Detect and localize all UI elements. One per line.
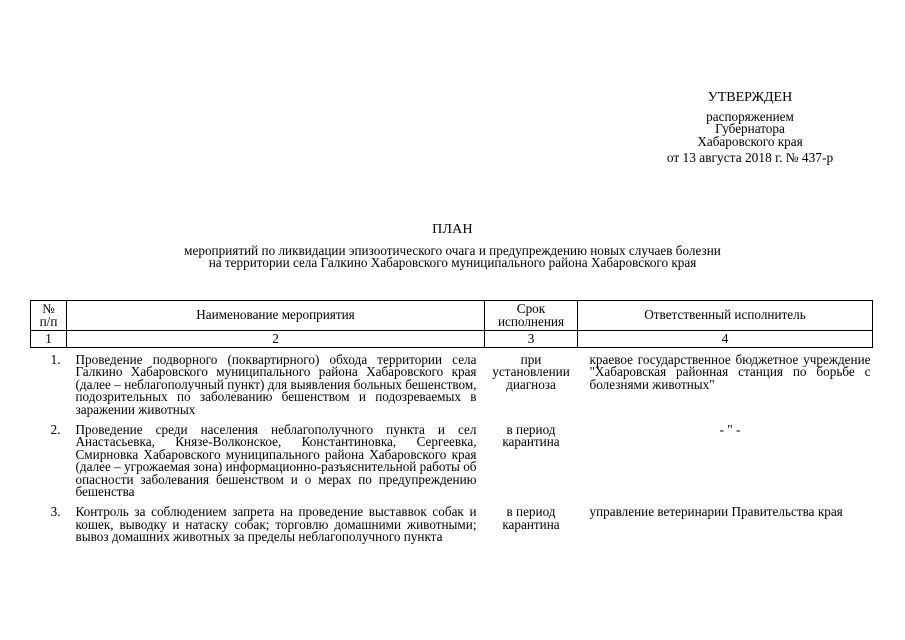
approval-title: УТВЕРЖДЕН (707, 90, 793, 105)
plan-table (30, 300, 873, 546)
table-header-row (31, 301, 873, 331)
table-row (31, 418, 873, 500)
row-responsible: управление ветеринарии Правительства края (589, 504, 843, 520)
row-term: в период карантина (502, 504, 560, 532)
approval-line: Губернатора (715, 121, 785, 137)
column-number: 3 (485, 331, 578, 348)
plan-subtitle-line: мероприятий по ликвидации эпизоотического очага и предупреждению новых случаев болезни (184, 243, 721, 258)
approval-block (640, 90, 860, 165)
table-row (31, 348, 873, 419)
plan-title: ПЛАН (432, 222, 473, 237)
row-number: 1. (50, 352, 61, 367)
approval-line: распоряжением (706, 109, 794, 124)
row-term: при установлении диагноза (492, 352, 570, 392)
approval-date: от 13 августа 2018 г. № 437-р (666, 150, 834, 166)
column-number: 1 (31, 331, 67, 348)
row-number: 2. (50, 422, 61, 438)
row-activity: Контроль за соблюдением запрета на проведение выставвок собак и кошек, выводку и натаску собак; торговлю домашними животными; вывоз домашних животных за пределы неблагополучного пункта (75, 504, 477, 545)
approval-line: Хабаровского края (697, 133, 803, 149)
header-term: Срок исполнения (485, 301, 578, 331)
plan-heading (40, 222, 865, 270)
header-responsible: Ответственный исполнитель (578, 301, 873, 331)
header-name: Наименование мероприятия (67, 301, 485, 331)
table-row (31, 500, 873, 545)
column-numbers-row (31, 331, 873, 348)
row-responsible: краевое государственное бюджетное учреждение "Хабаровская районная станция по борьбе с болезнями животных" (589, 352, 871, 392)
row-responsible: - " - (719, 422, 741, 438)
row-activity: Проведение подворного (поквартирного) обхода территории села Галкино Хабаровского муниципального района Хабаровского края (далее – неблагополучный пункт) для выявления больных бешенством, подозрительных по заболеванию бешенством и подозреваемых в заражении животных (75, 352, 477, 417)
header-num: № п/п (31, 301, 67, 331)
row-activity: Проведение среди населения неблагополучного пункта и сел Анастасьевка, Князе-Волконское, Константиновка, Сергеевка, Смирновка Хабаровского муниципального района Хабаровского края (далее – угрожаемая зона) информационно-разъяснительной работы об опасности заболевания бешенством и о мерах по предупреждению бешенства (75, 422, 477, 500)
plan-subtitle-line: на территории села Галкино Хабаровского муниципального района Хабаровского края (208, 255, 697, 271)
column-number: 2 (67, 331, 485, 348)
row-number: 3. (50, 504, 61, 520)
row-term: в период карантина (502, 422, 560, 450)
column-number: 4 (578, 331, 873, 348)
